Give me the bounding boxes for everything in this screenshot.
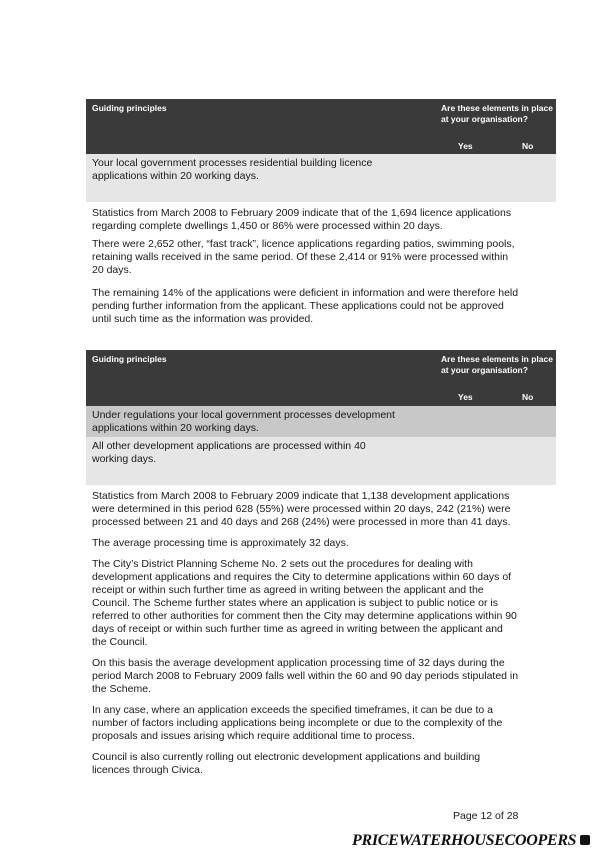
table-row xyxy=(86,437,556,485)
page-number: Page 12 of 28 xyxy=(453,810,519,822)
principle-text: Under regulations your local government processes development applications within 20 working days. xyxy=(92,409,395,434)
paragraph: Statistics from March 2008 to February 2009 indicate that 1,138 development applications were determined in this period 628 (55%) were processed within 20 days, 242 (21%) were processed between 21 and 40 days and 268 (24%) were processed in more than 41 days. xyxy=(92,490,511,528)
header-question: Are these elements in place at your organisation? xyxy=(441,354,553,375)
table-header xyxy=(86,350,556,406)
header-question: Are these elements in place at your organisation? xyxy=(441,103,553,124)
paragraph: Statistics from March 2008 to February 2009 indicate that of the 1,694 licence applications regarding complete dwellings 1,450 or 86% were processed within 20 days. xyxy=(92,207,512,232)
paragraph: In any case, where an application exceeds the specified timeframes, it can be due to a number of factors including applications being incomplete or due to the complexity of the proposals and issues arising which require additional time to process. xyxy=(92,704,503,742)
table-row xyxy=(86,154,556,202)
principle-text: All other development applications are processed within 40 working days. xyxy=(92,440,366,465)
guiding-principles-table-1 xyxy=(86,99,556,202)
paragraph: There were 2,652 other, “fast track”, licence applications regarding patios, swimming pools, retaining walls received in the same period. Of these 2,414 or 91% were processed within 20 days. xyxy=(92,238,515,276)
header-no: No xyxy=(522,141,534,151)
header-guiding-principles: Guiding principles xyxy=(92,354,167,364)
header-guiding-principles: Guiding principles xyxy=(92,103,167,113)
logo-text: PRICEWATERHOUSECOOPERS xyxy=(352,832,577,849)
table-header xyxy=(86,99,556,154)
header-yes: Yes xyxy=(458,141,473,151)
logo-square-icon xyxy=(580,835,590,845)
guiding-principles-table-2 xyxy=(86,350,556,485)
principle-text: Your local government processes residential building licence applications within 20 working days. xyxy=(92,157,373,182)
paragraph: The remaining 14% of the applications were deficient in information and were therefore held pending further information from the applicant. These applications could not be approved until such time as the information was provided. xyxy=(92,287,519,325)
paragraph: Council is also currently rolling out electronic development applications and building licences through Civica. xyxy=(92,751,481,776)
paragraph: On this basis the average development application processing time of 32 days during the period March 2008 to February 2009 falls well within the 60 and 90 day periods stipulated in the Scheme. xyxy=(92,657,519,695)
pwc-logo xyxy=(352,832,590,850)
paragraph: The average processing time is approximately 32 days. xyxy=(92,537,349,549)
header-no: No xyxy=(522,392,534,402)
paragraph: The City’s District Planning Scheme No. 2 sets out the procedures for dealing with development applications and requires the City to determine applications within 60 days of receipt or within such further time as agreed in writing between the applicant and the Council. The Scheme further states where an application is subject to public notice or is referred to other authorities for comment then the City may determine applications within 90 days of receipt or within such further time as agreed in writing between the applicant and the Council. xyxy=(92,558,517,648)
section-1-text xyxy=(92,207,520,331)
table-row xyxy=(86,406,556,437)
section-2-text xyxy=(92,490,520,782)
header-yes: Yes xyxy=(458,392,473,402)
